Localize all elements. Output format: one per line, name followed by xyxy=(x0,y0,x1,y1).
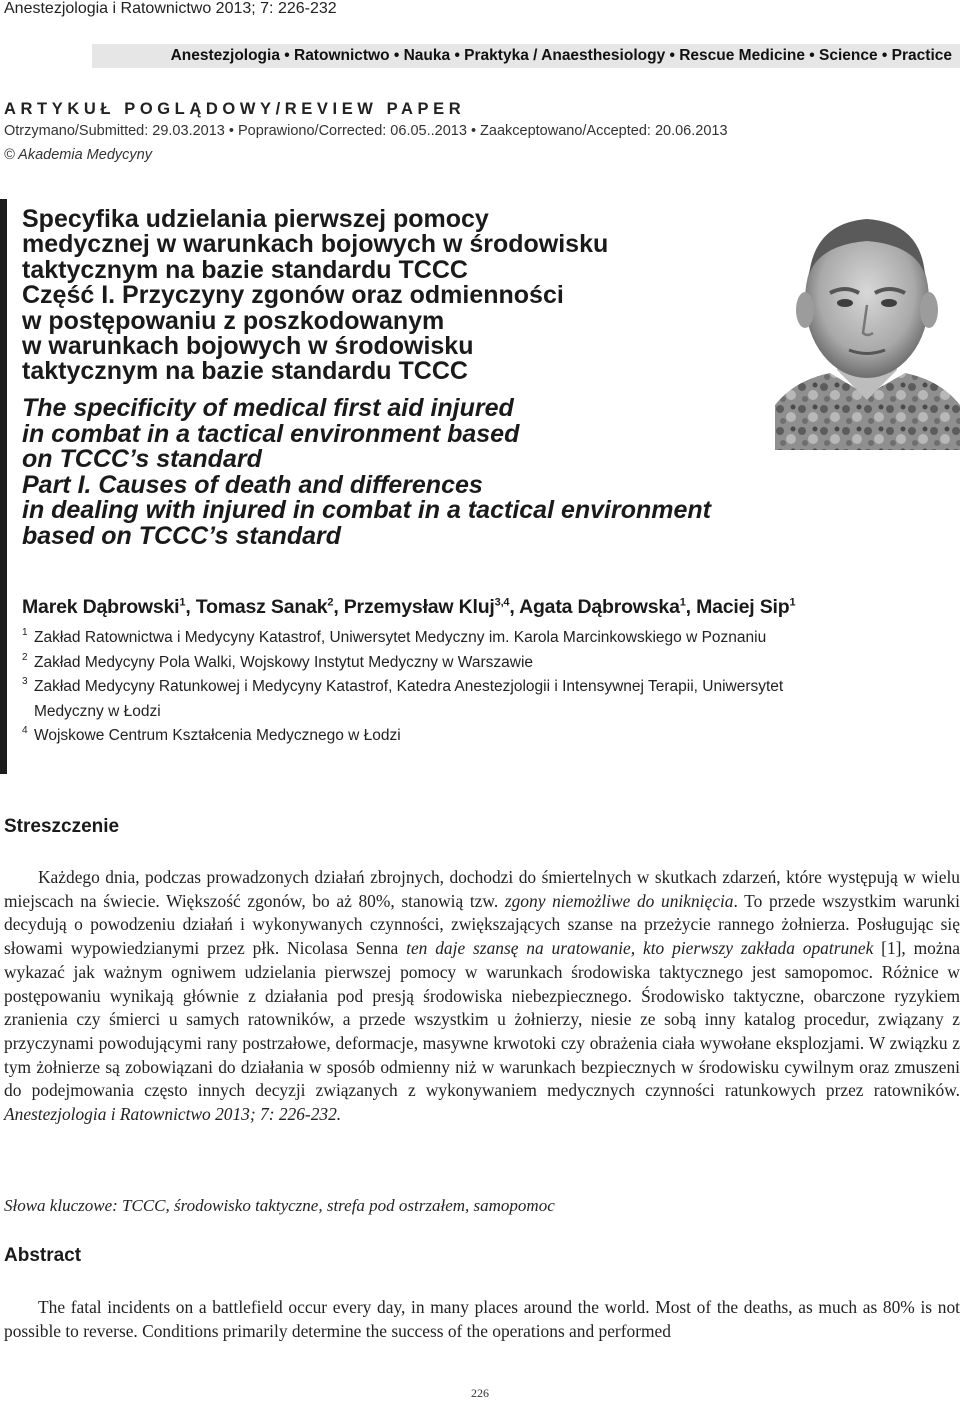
title-line: taktycznym na bazie standardu TCCC xyxy=(22,357,468,386)
title-line: w warunkach bojowych w środowisku xyxy=(22,332,474,361)
affiliation-number: 1 xyxy=(22,627,28,638)
text-segment-italic: ten daje szansę na uratowanie, kto pierwszy zakłada opatrunek xyxy=(406,938,874,959)
author-name: Marek Dąbrowski xyxy=(22,596,180,618)
affiliation-item xyxy=(22,724,783,749)
title-line: based on TCCC’s standard xyxy=(22,521,342,550)
abstract-paragraph: The fatal incidents on a battlefield occur every day, in many places around the world. Most of the deaths, as much as 80% is not possible to reverse. Conditions primarily determine the success of the operations and performed xyxy=(4,1297,960,1341)
journal-reference: Anestezjologia i Ratownictwo 2013; 7: 226-232 xyxy=(4,0,337,17)
text-segment-italic: zgony niemożliwe do uniknięcia xyxy=(504,890,734,911)
author-list xyxy=(22,596,795,619)
journal-banner-text: Anestezjologia • Ratownictwo • Nauka • Praktyka / Anaesthesiology • Rescue Medicine • Science • Practice xyxy=(170,47,952,64)
author-name: Agata Dąbrowska xyxy=(519,596,680,618)
author-name: Maciej Sip xyxy=(696,596,790,618)
citation: Anestezjologia i Ratownictwo 2013; 7: 226-232. xyxy=(4,1104,342,1125)
author-separator: , xyxy=(509,596,520,618)
author-separator: , xyxy=(685,596,697,618)
abstract-heading: Abstract xyxy=(4,1245,82,1266)
title-line: in combat in a tactical environment based xyxy=(22,419,520,448)
title-line: Część I. Przyczyny zgonów oraz odmienności xyxy=(22,281,564,310)
author-separator: , xyxy=(333,596,344,618)
abstract-body xyxy=(4,1296,960,1343)
author-affiliation-marker: 2 xyxy=(327,596,334,609)
title-line: The specificity of medical first aid injured xyxy=(22,394,514,422)
title-polish xyxy=(22,207,608,385)
affiliation-text: Wojskowe Centrum Kształcenia Medycznego w Łodzi xyxy=(34,727,401,745)
affiliation-item xyxy=(22,651,783,676)
author-affiliation-marker: 1 xyxy=(789,596,796,609)
title-line: Specyfika udzielania pierwszej pomocy xyxy=(22,205,489,233)
journal-banner xyxy=(92,44,960,68)
text-segment: [1], można wykazać jak ważnym ogniwem udzielania pierwszej pomocy w warunkach środowiska taktycznego jest samopomoc. Różnice w postępowaniu wynikają głównie z działania pod presją środowiska niebezpiecznego. Środowisko taktyczne, obarczone ryzykiem zranienia czy śmierci u samych ratowników, a przede wszystkim u żołnierzy, niesie ze sobą inny katalog procedur, związany z przyczynami powodującymi rany postrzałowe, deformacje, masywne krwotoki czy obrażenia ciała wywołane eksplozjami. W związku z tym żołnierze są zobowiązani do działania w sposób odmienny niż w warunkach bezpiecznych w środowisku cywilnym oraz zmuszeni do podejmowania często innych decyzji związanych z wykonywaniem medycznych czynności ratunkowych przez ratowników. xyxy=(4,938,960,1101)
author-name: Tomasz Sanak xyxy=(195,596,328,618)
title-line: in dealing with injured in combat in a tactical environment xyxy=(22,496,711,525)
author-name: Przemysław Kluj xyxy=(343,596,495,618)
title-line: on TCCC’s standard xyxy=(22,445,262,474)
affiliation-text: Zakład Medycyny Pola Walki, Wojskowy Instytut Medyczny w Warszawie xyxy=(34,653,534,671)
title-line: w postępowaniu z poszkodowanym xyxy=(22,306,445,335)
page-number: 226 xyxy=(471,1386,489,1400)
title-line: taktycznym na bazie standardu TCCC xyxy=(22,255,468,284)
affiliation-item xyxy=(22,626,783,651)
author-portrait-photo xyxy=(775,205,960,450)
text-segment: . To przede wszystkim warunki decydują o powodzeniu działań i wykonywanych czynności, zwiększających szanse na przeżycie rannego żołnierza. Posługując się słowami wypowiedzianymi przez płk. Nicolasa Senna xyxy=(4,890,960,959)
article-type: ARTYKUŁ POGLĄDOWY/REVIEW PAPER xyxy=(4,100,466,118)
title-english xyxy=(22,396,711,550)
title-accent-bar xyxy=(0,199,7,774)
copyright-notice: © Akademia Medycyny xyxy=(4,147,152,163)
author-affiliation-marker: 3,4 xyxy=(494,596,510,609)
title-line: Part I. Causes of death and differences xyxy=(22,470,483,499)
affiliation-list xyxy=(22,626,783,749)
affiliation-text: Medyczny w Łodzi xyxy=(34,702,161,720)
streszczenie-heading: Streszczenie xyxy=(4,816,120,837)
author-separator: , xyxy=(185,596,196,618)
author-affiliation-marker: 1 xyxy=(179,596,186,609)
text-segment: Każdego dnia, podczas prowadzonych działań zbrojnych, dochodzi do śmiertelnych w skutkach zdarzeń, które występują w wielu miejscach na świecie. Większość zgonów, bo aż 80%, stanowią tzw. xyxy=(4,867,960,911)
affiliation-number: 3 xyxy=(22,676,28,688)
affiliation-text: Zakład Medycyny Ratunkowej i Medycyny Katastrof, Katedra Anestezjologii i Intensywnej Terapii, Uniwersytet xyxy=(34,678,784,696)
streszczenie-body xyxy=(4,866,960,1127)
title-line: medycznej w warunkach bojowych w środowisku xyxy=(22,230,609,259)
affiliation-number: 2 xyxy=(22,651,28,663)
affiliation-number: 4 xyxy=(22,725,28,737)
streszczenie-paragraph xyxy=(4,866,960,1127)
affiliation-item xyxy=(22,675,783,724)
author-affiliation-marker: 1 xyxy=(679,596,686,609)
keywords: Słowa kluczowe: TCCC, środowisko taktyczne, strefa pod ostrzałem, samopomoc xyxy=(4,1196,555,1215)
affiliation-text: Zakład Ratownictwa i Medycyny Katastrof, Uniwersytet Medyczny im. Karola Marcinkowskiego w Poznaniu xyxy=(34,629,767,646)
submission-dates: Otrzymano/Submitted: 29.03.2013 • Poprawiono/Corrected: 06.05..2013 • Zaakceptowano/Accepted: 20.06.2013 xyxy=(4,123,728,139)
